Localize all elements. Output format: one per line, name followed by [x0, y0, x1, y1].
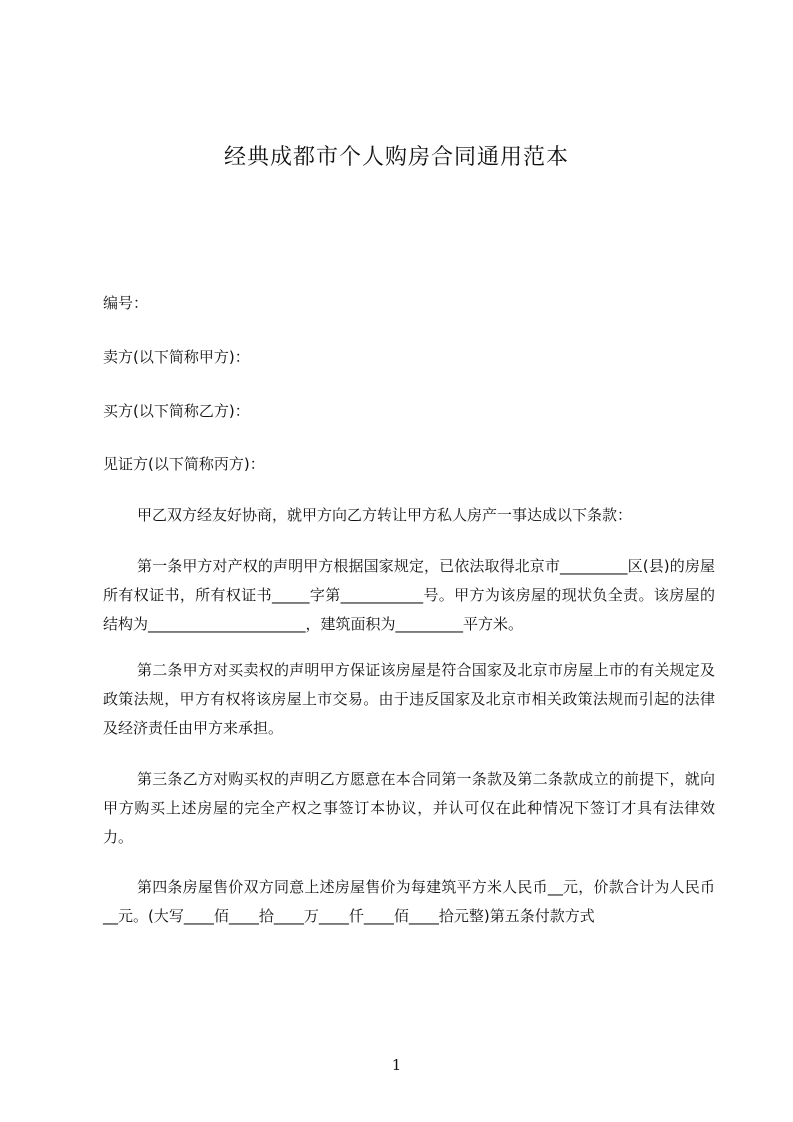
page-number: 1 [391, 1056, 402, 1074]
article-2: 第二条甲方对买卖权的声明甲方保证该房屋是符合国家及北京市房屋上市的有关规定及政策法规，甲方有权将该房屋上市交易。由于违反国家及北京市相关政策法规而引起的法律及经济责任由甲方来承担。 [103, 661, 715, 737]
article-4: 第四条房屋售价双方同意上述房屋售价为每建筑平方米人民币__元，价款合计为人民币__元。(大写____佰____拾____万____仟____佰____拾元整)第五条付款方式 [103, 878, 715, 925]
article-3: 第三条乙方对购买权的声明乙方愿意在本合同第一条款及第二条款成立的前提下，就向甲方购买上述房屋的完全产权之事签订本协议，并认可仅在此种情况下签订才具有法律效力。 [103, 770, 715, 846]
intro-paragraph: 甲乙双方经友好协商，就甲方向乙方转让甲方私人房产一事达成以下条款： [137, 506, 633, 524]
field-buyer: 买方(以下简称乙方)： [103, 402, 250, 420]
article-1: 第一条甲方对产权的声明甲方根据国家规定，已依法取得北京市_________区(县)的房屋所有权证书，所有权证书_____字第___________号。甲方为该房屋的现状负全责。该房屋的结构为_____________________，建筑面积为_________平方米。 [103, 557, 715, 633]
field-witness: 见证方(以下简称丙方)： [103, 455, 265, 473]
field-seller: 卖方(以下简称甲方)： [103, 348, 250, 366]
field-number: 编号： [103, 294, 149, 312]
document-title: 经典成都市个人购房合同通用范本 [223, 145, 569, 170]
